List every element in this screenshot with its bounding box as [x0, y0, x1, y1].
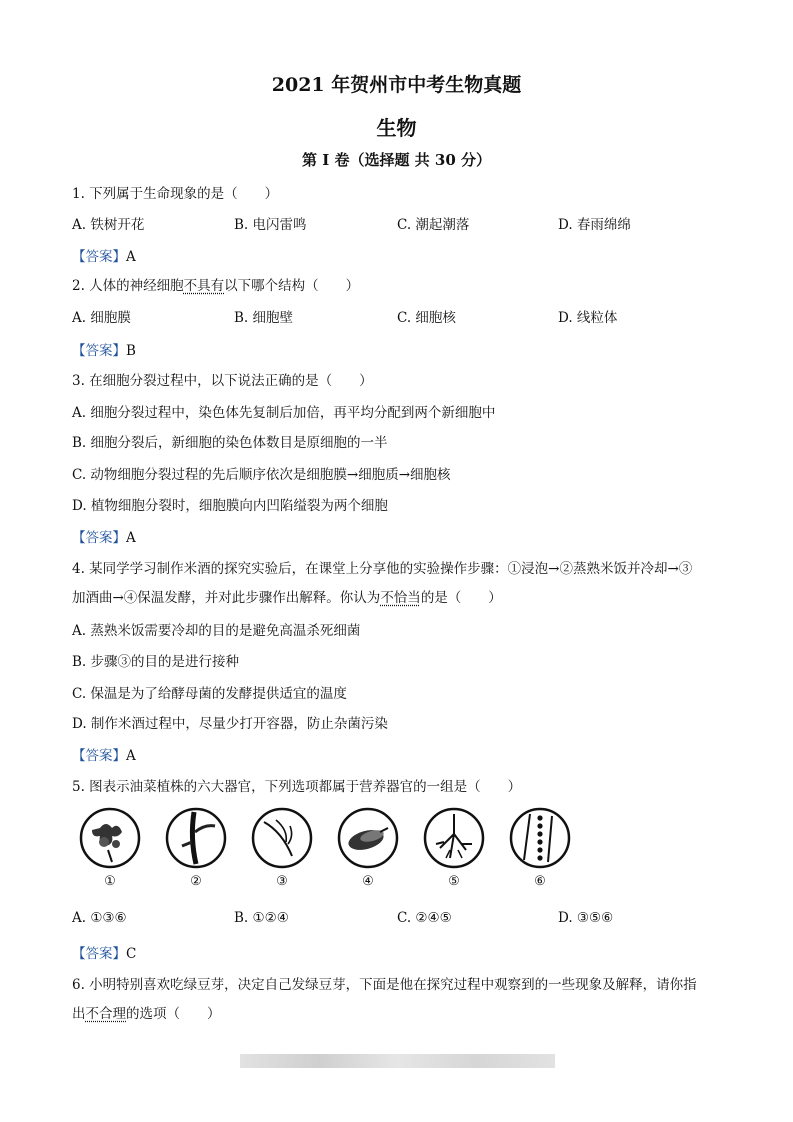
stem-image [164, 806, 228, 870]
question-2-stem [72, 274, 359, 294]
answer-label: 【答案】 [72, 343, 126, 359]
question-6-stem-line1: 6. 小明特别喜欢吃绿豆芽，决定自己发绿豆芽，下面是他在探究过程中观察到的一些现象及解释，请你指 [72, 977, 697, 993]
emphasis-text: 不恰当 [380, 590, 421, 606]
stem-text: 加酒曲→④保温发酵，并对此步骤作出解释。你认为 [72, 590, 381, 606]
answer-label: 【答案】 [72, 249, 126, 265]
question-3-option-c: C. 动物细胞分裂过程的先后顺序依次是细胞膜→细胞质→细胞核 [72, 467, 451, 483]
figure-organ-6 [508, 806, 572, 889]
answer-value: A [126, 249, 136, 265]
answer-value: B [126, 343, 136, 359]
question-3-option-b: B. 细胞分裂后，新细胞的染色体数目是原细胞的一半 [72, 435, 388, 451]
question-2-option-d: D. 线粒体 [558, 310, 618, 326]
root-image [422, 806, 486, 870]
fruit-image [336, 806, 400, 870]
question-5-stem: 5. 图表示油菜植株的六大器官，下列选项都属于营养器官的一组是（ ） [72, 779, 522, 795]
question-4-stem-line1: 4. 某同学学习制作米酒的探究实验后，在课堂上分享他的实验操作步骤：①浸泡→②蒸熟米饭并冷却→③ [72, 561, 693, 577]
emphasis-text: 不合理 [85, 1006, 126, 1022]
figure-organ-2 [164, 806, 228, 889]
figure-label: ① [104, 874, 116, 889]
answer-label: 【答案】 [72, 946, 126, 962]
question-4-stem-line2 [72, 586, 502, 606]
question-5-option-c: C. ②④⑤ [397, 910, 452, 926]
answer-value: C [126, 946, 137, 962]
figure-label: ④ [362, 874, 374, 889]
question-3-answer [72, 526, 136, 546]
figure-label: ⑤ [448, 874, 460, 889]
seed-image [508, 806, 572, 870]
question-1-stem: 1. 下列属于生命现象的是（ ） [72, 186, 279, 202]
question-1-option-b: B. 电闪雷鸣 [234, 217, 307, 233]
answer-label: 【答案】 [72, 530, 126, 546]
question-1-option-d: D. 春雨绵绵 [558, 217, 631, 233]
stem-text: 2. 人体的神经细胞 [72, 278, 184, 294]
stem-text: 的选项（ ） [126, 1006, 221, 1022]
stem-text: 以下哪个结构（ ） [224, 278, 360, 294]
question-5-option-a: A. ①③⑥ [72, 910, 127, 926]
question-1-option-a: A. 铁树开花 [72, 217, 145, 233]
plant-organs-figure [78, 806, 578, 896]
leaf-image [250, 806, 314, 870]
emphasis-text: 不具有 [183, 278, 225, 294]
question-1-option-c: C. 潮起潮落 [397, 217, 470, 233]
question-2-option-b: B. 细胞壁 [234, 310, 294, 326]
answer-label: 【答案】 [72, 748, 126, 764]
blurred-footer-watermark [240, 1054, 555, 1068]
figure-label: ③ [276, 874, 288, 889]
answer-value: A [126, 748, 136, 764]
figure-organ-1 [78, 806, 142, 889]
question-5-option-d: D. ③⑤⑥ [558, 910, 614, 926]
question-4-option-a: A. 蒸熟米饭需要冷却的目的是避免高温杀死细菌 [72, 623, 361, 639]
question-2-option-c: C. 细胞核 [397, 310, 456, 326]
flower-image [78, 806, 142, 870]
question-2-answer [72, 339, 136, 359]
stem-text: 的是（ ） [420, 590, 502, 606]
question-1-answer [72, 245, 136, 265]
question-4-option-c: C. 保温是为了给酵母菌的发酵提供适宜的温度 [72, 686, 347, 702]
question-3-option-a: A. 细胞分裂过程中，染色体先复制后加倍，再平均分配到两个新细胞中 [72, 405, 496, 421]
question-4-answer [72, 744, 136, 764]
question-4-option-b: B. 步骤③的目的是进行接种 [72, 654, 240, 670]
figure-organ-3 [250, 806, 314, 889]
question-6-stem-line2 [72, 1002, 221, 1022]
question-5-answer [72, 942, 136, 962]
figure-label: ⑥ [534, 874, 546, 889]
figure-organ-5 [422, 806, 486, 889]
question-2-option-a: A. 细胞膜 [72, 310, 131, 326]
document-title: 2021 年贺州市中考生物真题 [271, 74, 522, 96]
figure-organ-4 [336, 806, 400, 889]
question-5-option-b: B. ①②④ [234, 910, 289, 926]
section-heading: 第 I 卷（选择题 共 30 分） [301, 151, 491, 169]
question-3-stem: 3. 在细胞分裂过程中，以下说法正确的是（ ） [72, 373, 373, 389]
answer-value: A [126, 530, 136, 546]
figure-label: ② [190, 874, 202, 889]
question-4-option-d: D. 制作米酒过程中，尽量少打开容器，防止杂菌污染 [72, 716, 388, 732]
stem-text: 出 [72, 1006, 86, 1022]
document-subtitle: 生物 [376, 116, 417, 140]
question-3-option-d: D. 植物细胞分裂时，细胞膜向内凹陷缢裂为两个细胞 [72, 498, 388, 514]
